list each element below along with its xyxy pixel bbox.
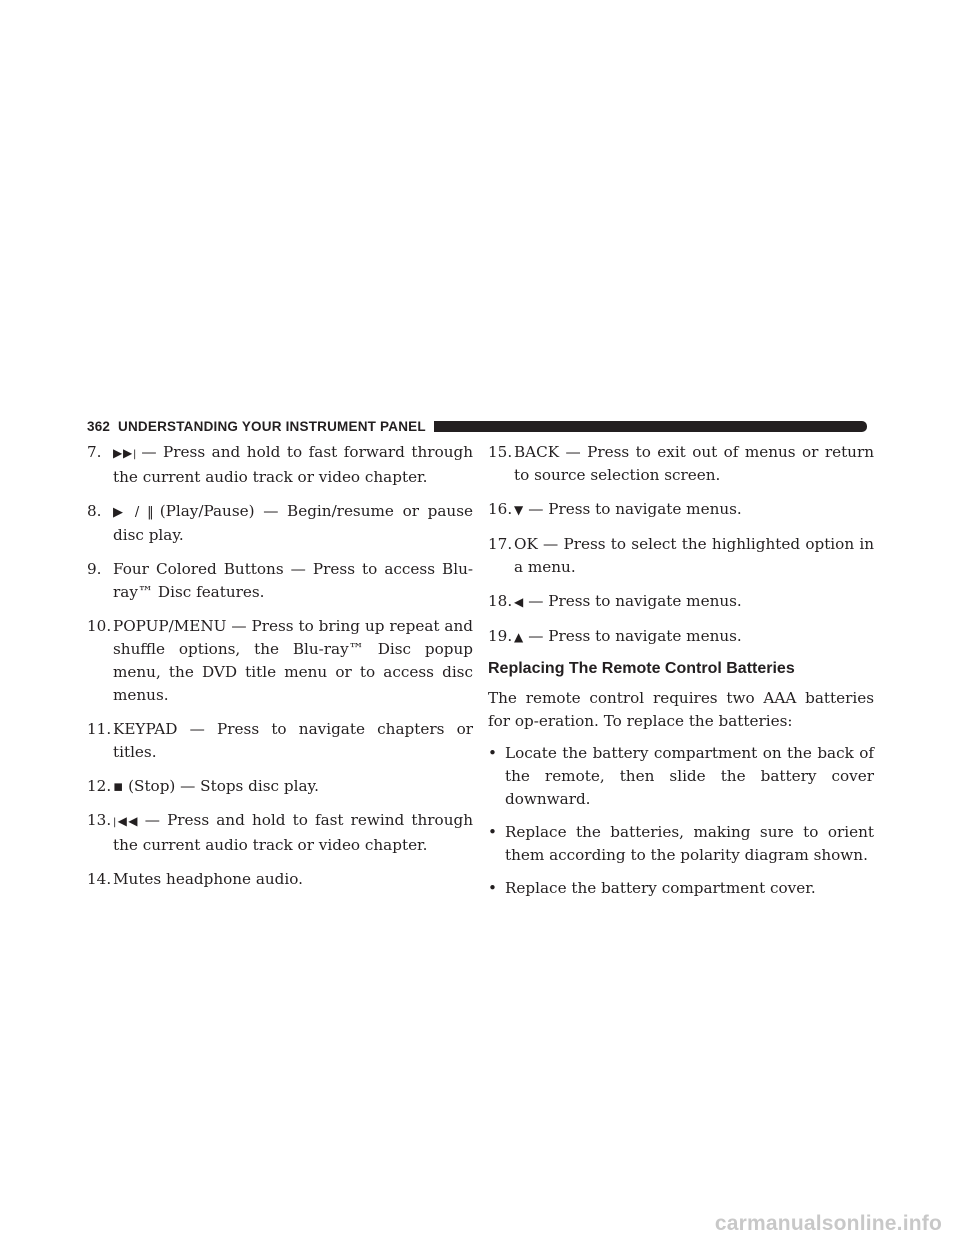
bullet-item	[488, 742, 874, 811]
item-number: 19.	[488, 627, 513, 645]
item-number: 16.	[488, 500, 513, 518]
rewind-icon: |◀◀	[113, 814, 139, 828]
item-number: 9.	[87, 560, 102, 578]
bullet-text: Locate the battery compartment on the back of the remote, then slide the battery cover downward.	[505, 744, 874, 808]
list-item-12	[87, 775, 473, 798]
down-arrow-icon: ▼	[514, 503, 523, 517]
item-number: 14.	[87, 870, 112, 888]
list-item-9	[87, 558, 473, 604]
bullet-text: Replace the battery compartment cover.	[505, 879, 816, 897]
item-number: 12.	[87, 777, 112, 795]
item-number: 13.	[87, 811, 112, 829]
watermark: carmanualsonline.info	[714, 1212, 942, 1235]
item-text: — Press and hold to fast rewind through the current audio track or video chapter.	[113, 811, 473, 854]
item-number: 15.	[488, 443, 513, 461]
right-column	[488, 441, 874, 910]
section-heading: Replacing The Remote Control Batteries	[488, 660, 795, 677]
item-number: 8.	[87, 502, 102, 520]
left-column	[87, 441, 473, 902]
list-item-7	[87, 441, 473, 489]
bullet-item	[488, 877, 874, 900]
item-number: 11.	[87, 720, 112, 738]
list-item-15	[488, 441, 874, 487]
bullet-text: Replace the batteries, making sure to orient them according to the polarity diagram shown.	[505, 823, 874, 864]
play-pause-icon: ▶ / ‖	[113, 505, 154, 520]
list-item-11	[87, 718, 473, 764]
bullet-item	[488, 821, 874, 867]
item-number: 10.	[87, 617, 112, 635]
list-item-13	[87, 809, 473, 857]
item-text: ▪ (Stop) — Stops disc play.	[113, 777, 319, 795]
item-number: 17.	[488, 535, 513, 553]
item-text: — Press to navigate menus.	[528, 500, 742, 518]
item-text: Mutes headphone audio.	[113, 870, 303, 888]
page-header	[87, 417, 867, 435]
header-rule	[434, 421, 867, 432]
list-item-14	[87, 868, 473, 891]
item-text: OK — Press to select the highlighted option in a menu.	[514, 535, 874, 576]
item-text: KEYPAD — Press to navigate chapters or titles.	[113, 720, 473, 761]
item-text: — Press to navigate menus.	[528, 592, 742, 610]
list-item-10	[87, 615, 473, 707]
bullet-dot: •	[488, 823, 497, 841]
section-intro: The remote control requires two AAA batteries for op-eration. To replace the batteries:	[488, 689, 874, 730]
item-text: BACK — Press to exit out of menus or return to source selection screen.	[514, 443, 874, 484]
left-arrow-icon: ◀	[514, 595, 523, 609]
item-text: Four Colored Buttons — Press to access Blu-ray™ Disc features.	[113, 560, 473, 601]
list-item-19	[488, 625, 874, 649]
fast-forward-icon: ▶▶|	[113, 446, 136, 460]
list-item-17	[488, 533, 874, 579]
item-text: — Press and hold to fast forward through the current audio track or video chapter.	[113, 443, 473, 486]
page-header-text: 362 UNDERSTANDING YOUR INSTRUMENT PANEL	[87, 418, 426, 434]
item-number: 18.	[488, 592, 513, 610]
bullet-dot: •	[488, 744, 497, 762]
item-text: — Press to navigate menus.	[528, 627, 742, 645]
item-text: (Play/Pause) — Begin/resume or pause disc play.	[113, 502, 473, 544]
item-text: POPUP/MENU — Press to bring up repeat and shuffle options, the Blu-ray™ Disc popup menu, the DVD title menu or to access disc menus.	[113, 617, 473, 704]
list-item-16	[488, 498, 874, 522]
item-number: 7.	[87, 443, 102, 461]
list-item-8	[87, 500, 473, 547]
up-arrow-icon: ▲	[514, 630, 523, 644]
bullet-dot: •	[488, 879, 497, 897]
list-item-18	[488, 590, 874, 614]
